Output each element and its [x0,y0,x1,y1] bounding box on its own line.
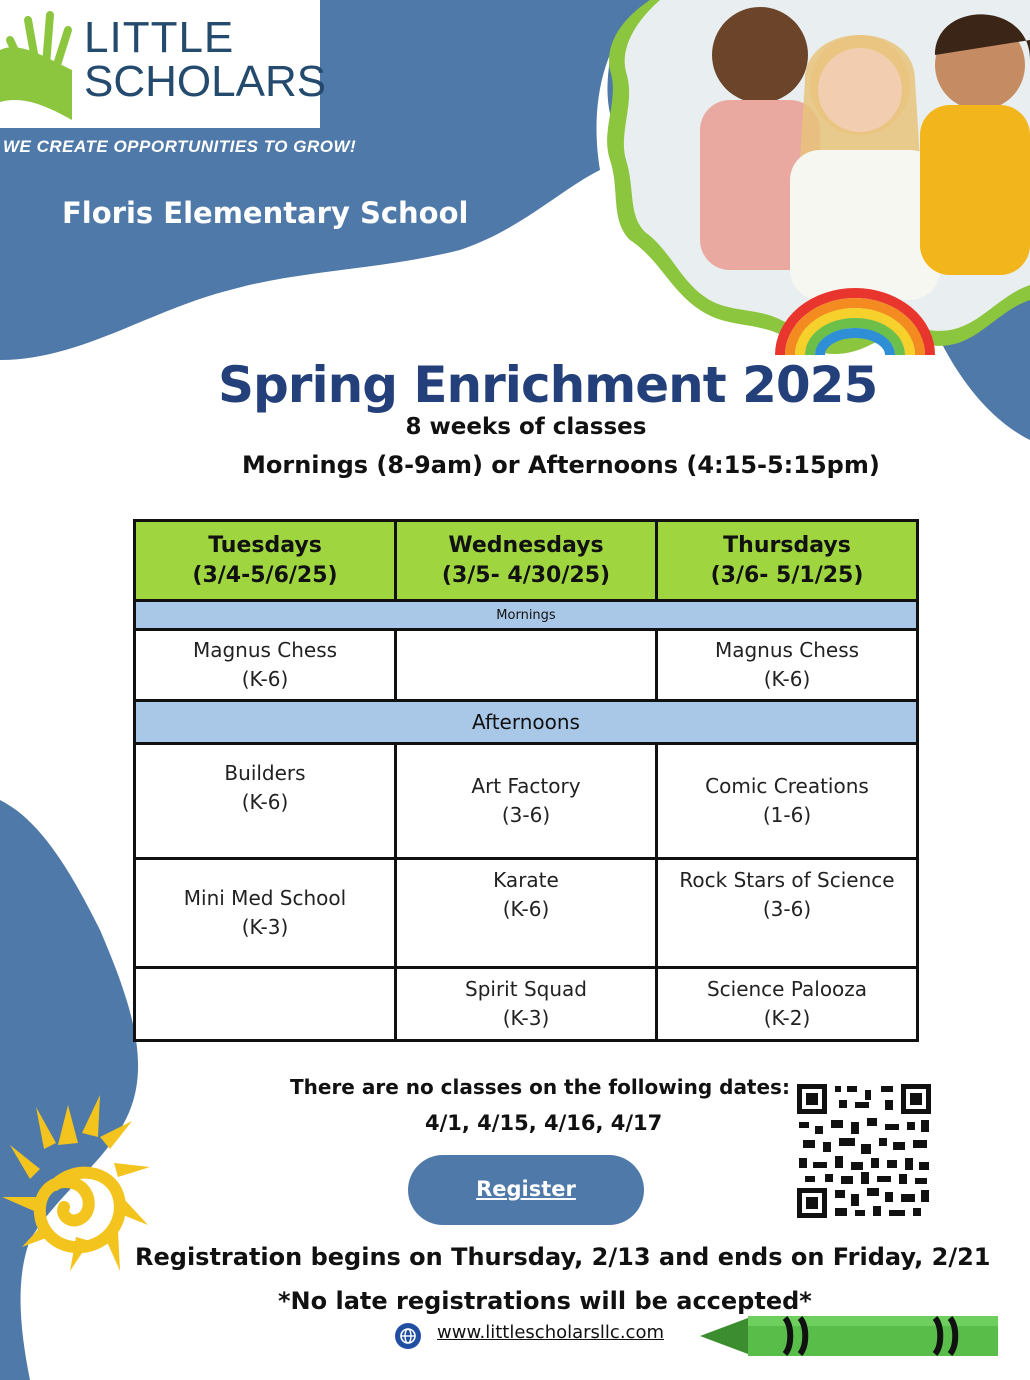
child-middle-shirt [790,150,940,300]
table-row [135,744,918,859]
header-tuesday: Tuesdays (3/4-5/6/25) [135,521,396,601]
logo-text-line1: LITTLE [84,13,235,62]
school-name: Floris Elementary School [62,196,469,230]
registration-dates-note: Registration begins on Thursday, 2/13 and ends on Friday, 2/21 [135,1243,991,1271]
table-row [135,968,918,1041]
no-classes-dates: 4/1, 4/15, 4/16, 4/17 [425,1111,663,1135]
class-cell: Mini Med School (K-3) [135,859,396,968]
class-cell: Comic Creations (1-6) [657,744,918,859]
child-left-face [712,7,808,103]
afternoons-band: Afternoons [135,701,918,744]
times-subtitle: Mornings (8-9am) or Afternoons (4:15-5:15pm) [242,451,880,479]
class-cell: Art Factory (3-6) [396,744,657,859]
class-cell: Spirit Squad (K-3) [396,968,657,1041]
child-right-shirt [920,105,1030,275]
website-link[interactable]: www.littlescholarsllc.com [437,1322,664,1343]
children-photo [590,0,1030,370]
header-row [135,521,918,601]
sun-icon [0,1085,155,1275]
class-cell: Magnus Chess (K-6) [135,630,396,701]
globe-icon [395,1323,421,1349]
class-cell: Magnus Chess (K-6) [657,630,918,701]
mornings-band: Mornings [135,601,918,630]
class-cell [396,630,657,701]
crayon-icon [700,1312,1000,1362]
no-classes-label: There are no classes on the following dates: [290,1075,790,1099]
class-cell [135,968,396,1041]
class-cell: Builders (K-6) [135,744,396,859]
table-row [135,630,918,701]
tagline: WE CREATE OPPORTUNITIES TO GROW! [3,137,357,156]
logo-text-line2: SCHOLARS [84,57,327,106]
book-logo-icon [0,10,80,120]
qr-code-icon[interactable] [795,1082,933,1220]
class-cell: Rock Stars of Science (3-6) [657,859,918,968]
weeks-subtitle: 8 weeks of classes [405,414,647,440]
class-cell: Karate (K-6) [396,859,657,968]
table-row [135,859,918,968]
header-thursday: Thursdays (3/6- 5/1/25) [657,521,918,601]
register-button[interactable]: Register [408,1155,644,1225]
class-cell: Science Palooza (K-2) [657,968,918,1041]
header-wednesday: Wednesdays (3/5- 4/30/25) [396,521,657,601]
page-title: Spring Enrichment 2025 [218,356,878,414]
late-registration-note: *No late registrations will be accepted* [278,1287,812,1315]
logo [0,0,327,128]
schedule-table [133,519,919,1042]
